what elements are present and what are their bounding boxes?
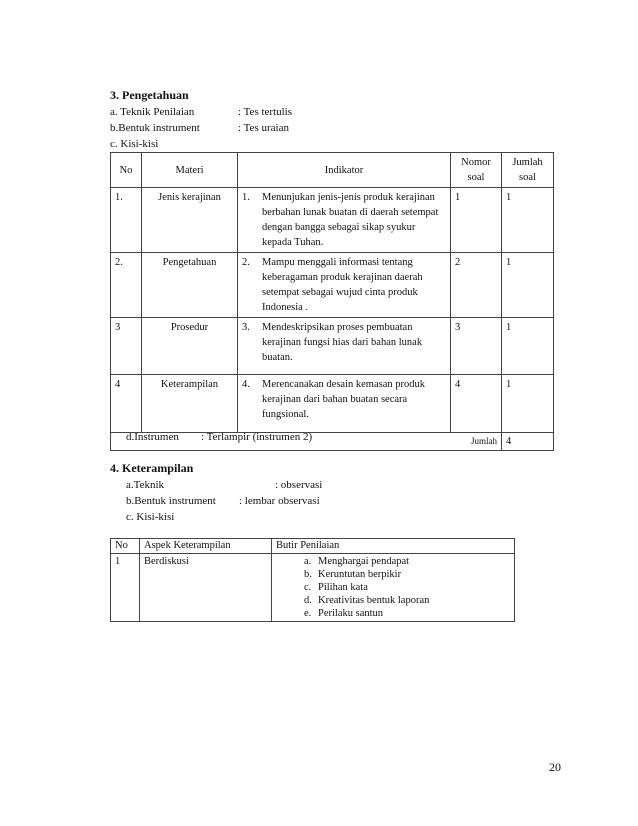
cell-materi: Jenis kerajinan [142,188,238,253]
teknik-value: : Tes tertulis [238,106,293,118]
cell-butir [272,554,515,622]
cell-no: 4 [111,375,142,433]
header-aspek: Aspek Keterampilan [140,539,272,554]
cell-no: 1 [111,554,140,622]
header-jumlah-soal: Jumlah soal [502,153,554,188]
indikator-text: Mampu menggali informasi tentang keberagaman produk kerajinan daerah setempat sebagai wujud cinta produk Indonesia . [262,257,423,313]
cell-no: 2. [111,253,142,318]
bentuk-label: b.Bentuk instrument [110,122,200,134]
kisi-label: c. Kisi-kisi [126,511,175,523]
total-value: 4 [502,433,554,451]
list-item-marker: d. [304,595,312,606]
list-item-marker: a. [304,556,312,567]
cell-indikator [238,375,451,433]
cell-no: 1. [111,188,142,253]
cell-materi: Keterampilan [142,375,238,433]
kisi-label: c. Kisi-kisi [110,138,159,150]
list-item-text: Keruntutan berpikir [318,569,402,580]
butir-list [276,555,510,620]
indikator-text: Menunjukan jenis-jenis produk kerajinan berbahan lunak buatan di daerah setempat dengan bangga sebagai sikap syukur kepada Tuhan. [262,192,439,248]
table-row [111,375,554,433]
header-no: No [111,539,140,554]
cell-jumlah: 1 [502,253,554,318]
cell-indikator [238,188,451,253]
list-item [304,594,510,607]
section-3-heading: 3. Pengetahuan [110,88,189,102]
indikator-number: 2. [242,257,250,268]
list-item-text: Pilihan kata [318,582,368,593]
header-materi: Materi [142,153,238,188]
cell-nomor: 1 [451,188,502,253]
table-row [111,318,554,375]
kisi-kisi-table [110,152,554,451]
teknik-label: a.Teknik [126,479,165,491]
header-nomor-soal: Nomor soal [451,153,502,188]
list-item [304,607,510,620]
cell-nomor: 3 [451,318,502,375]
instrumen-value: : Terlampir (instrumen 2) [201,431,313,443]
cell-indikator [238,253,451,318]
page-number: 20 [549,760,561,774]
cell-nomor: 4 [451,375,502,433]
list-item-text: Kreativitas bentuk laporan [318,595,430,606]
indikator-text: Merencanakan desain kemasan produk kerajinan dari bahan buatan secara fungsional. [262,379,425,420]
table-row [111,554,515,622]
table-header-row [111,539,515,554]
cell-indikator [238,318,451,375]
teknik-value: : observasi [275,479,323,491]
list-item-marker: c. [304,582,312,593]
bentuk-value: : lembar observasi [239,495,320,507]
cell-no: 3 [111,318,142,375]
list-item-text: Menghargai pendapat [318,556,410,567]
cell-materi: Pengetahuan [142,253,238,318]
cell-nomor: 2 [451,253,502,318]
cell-jumlah: 1 [502,375,554,433]
header-indikator: Indikator [238,153,451,188]
bentuk-label: b.Bentuk instrument [126,495,216,507]
indikator-number: 3. [242,322,250,333]
section-4-heading: 4. Keterampilan [110,461,194,475]
teknik-label: a. Teknik Penilaian [110,106,195,118]
table-header-row [111,153,554,188]
instrumen-label: d.Instrumen [126,431,179,443]
cell-jumlah: 1 [502,318,554,375]
indikator-text: Mendeskripsikan proses pembuatan kerajinan fungsi hias dari bahan lunak buatan. [262,322,423,363]
table-row [111,188,554,253]
indikator-number: 4. [242,379,250,390]
table-row [111,253,554,318]
keterampilan-table [110,538,515,622]
cell-aspek: Berdiskusi [140,554,272,622]
list-item-marker: b. [304,569,312,580]
indikator-number: 1. [242,192,250,203]
header-no: No [111,153,142,188]
cell-materi: Prosedur [142,318,238,375]
list-item [304,568,510,581]
list-item-marker: e. [304,608,312,619]
list-item [304,581,510,594]
cell-jumlah: 1 [502,188,554,253]
list-item [304,555,510,568]
total-label: Jumlah [111,433,502,451]
bentuk-value: : Tes uraian [238,122,289,134]
header-butir: Butir Penilaian [272,539,515,554]
list-item-text: Perilaku santun [318,608,384,619]
